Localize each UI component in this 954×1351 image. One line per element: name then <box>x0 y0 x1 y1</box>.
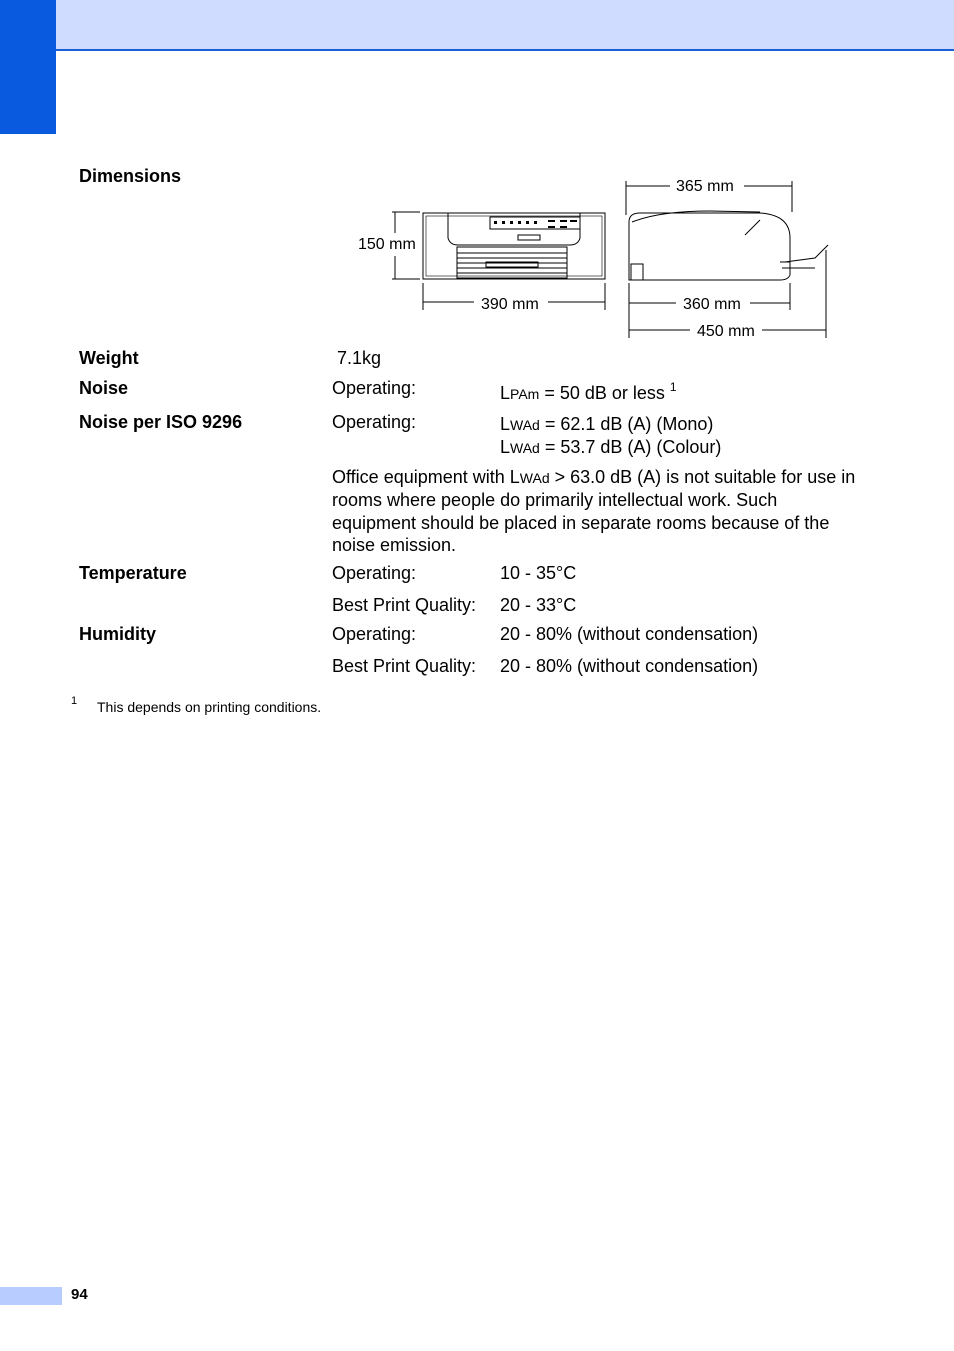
humidity-operating-value: 20 - 80% (without condensation) <box>500 624 759 644</box>
page-number-band <box>0 1287 62 1305</box>
printer-side-view <box>629 211 828 280</box>
noise-iso-mode: Operating: <box>332 412 417 432</box>
humidity-label: Humidity <box>79 624 157 644</box>
humidity-operating-label: Operating: <box>332 624 417 644</box>
temperature-operating-value: 10 - 35°C <box>500 563 577 583</box>
humidity-best-label: Best Print Quality: <box>332 656 477 676</box>
base-depth-dimension: 360 mm <box>683 296 741 313</box>
chapter-tab <box>0 0 56 134</box>
noise-mode: Operating: <box>332 378 417 398</box>
noise-note-paragraph: Office equipment with LWAd > 63.0 dB (A) is not suitable for use in rooms where people do primarily intellectual work. Such equipment should be placed in separate rooms because of the noise emission. <box>332 467 856 556</box>
dimensions-label: Dimensions <box>79 166 182 186</box>
top-depth-dimension: 365 mm <box>676 178 734 195</box>
temperature-label: Temperature <box>79 563 187 583</box>
noise-iso-colour: LWAd = 53.7 dB (A) (Colour) <box>500 437 722 457</box>
noise-value: LPAm = 50 dB or less $^1$ <box>500 380 677 403</box>
temperature-operating-label: Operating: <box>332 563 417 583</box>
height-dimension: 150 mm <box>358 236 416 253</box>
footnote-ref: 1 <box>669 380 677 394</box>
noise-iso-label: Noise per ISO 9296 <box>79 412 243 432</box>
humidity-best-value: 20 - 80% (without condensation) <box>500 656 759 676</box>
noise-label: Noise <box>79 378 129 398</box>
header-band <box>0 0 954 51</box>
weight-label: Weight <box>79 348 139 368</box>
weight-value: 7.1kg <box>337 348 382 368</box>
footnote-mark: 1 <box>71 695 78 707</box>
printer-dimensions-diagram <box>340 170 840 345</box>
temperature-best-value: 20 - 33°C <box>500 595 577 615</box>
printer-front-view <box>423 213 605 279</box>
footnote-text: This depends on printing conditions. <box>97 699 322 715</box>
temperature-best-label: Best Print Quality: <box>332 595 477 615</box>
front-width-dimension: 390 mm <box>481 296 539 313</box>
total-depth-dimension: 450 mm <box>697 323 755 340</box>
noise-iso-mono: LWAd = 62.1 dB (A) (Mono) <box>500 414 714 434</box>
page-number: 94 <box>71 1286 88 1303</box>
